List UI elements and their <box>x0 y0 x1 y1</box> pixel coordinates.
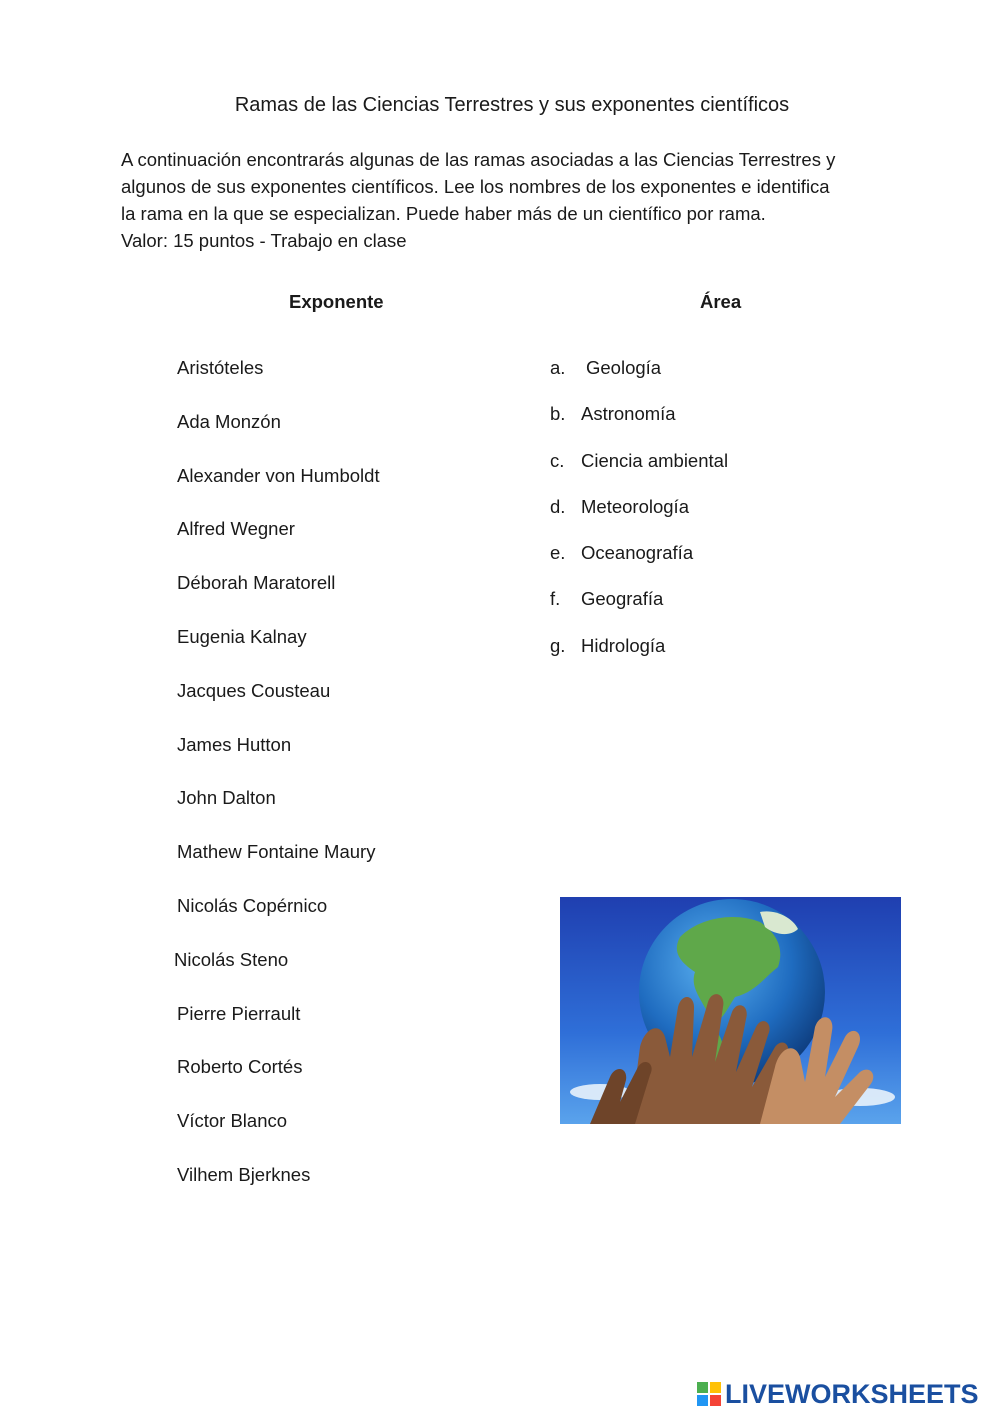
instructions-line: algunos de sus exponentes científicos. Lee los nombres de los exponentes e identifica <box>121 176 830 197</box>
area-label: Ciencia ambiental <box>581 449 729 471</box>
area-item <box>550 449 728 495</box>
exponente-item[interactable]: Eugenia Kalnay <box>177 625 307 647</box>
exponente-item[interactable]: Nicolás Steno <box>174 948 289 970</box>
area-item <box>550 541 728 587</box>
area-item <box>550 587 728 633</box>
area-letter: c. <box>550 449 565 471</box>
exponente-item[interactable]: Jacques Cousteau <box>177 679 331 701</box>
area-label: Meteorología <box>581 495 689 517</box>
area-label: Astronomía <box>581 403 676 425</box>
exponentes-list <box>174 356 380 1217</box>
brand-logo <box>697 1380 979 1408</box>
area-item <box>550 495 728 541</box>
exponente-item[interactable]: John Dalton <box>177 787 276 809</box>
area-letter: b. <box>550 403 566 425</box>
exponente-item[interactable]: Roberto Cortés <box>177 1056 303 1078</box>
areas-list <box>550 356 728 680</box>
exponente-item[interactable]: Vilhem Bjerknes <box>177 1163 311 1185</box>
exponente-item[interactable]: Nicolás Copérnico <box>177 894 328 916</box>
area-item <box>550 634 728 680</box>
area-item <box>550 402 728 448</box>
exponente-item[interactable]: Alexander von Humboldt <box>177 464 380 486</box>
area-letter: e. <box>550 542 566 564</box>
area-label: Oceanografía <box>581 542 694 564</box>
area-letter: a. <box>550 357 566 378</box>
instructions <box>121 146 921 254</box>
area-item <box>550 356 728 402</box>
area-label: Geología <box>586 357 662 378</box>
globe-hands-image <box>560 897 901 1124</box>
exponente-header: Exponente <box>289 291 384 312</box>
area-label: Geografía <box>581 588 664 610</box>
exponente-item[interactable]: Déborah Maratorell <box>177 572 336 594</box>
exponente-item[interactable]: Alfred Wegner <box>177 518 295 540</box>
area-label: Hidrología <box>581 634 666 656</box>
instructions-line: A continuación encontrarás algunas de las ramas asociadas a las Ciencias Terrestres y <box>121 149 836 170</box>
exponente-item[interactable]: Mathew Fontaine Maury <box>177 841 376 863</box>
area-letter: g. <box>550 634 566 656</box>
points-value: Valor: 15 puntos - Trabajo en clase <box>121 230 407 251</box>
exponente-item[interactable]: Pierre Pierrault <box>177 1002 301 1024</box>
exponente-item[interactable]: James Hutton <box>177 733 292 755</box>
brand-text: LIVEWORKSHEETS <box>725 1378 979 1409</box>
area-letter: d. <box>550 495 566 517</box>
liveworksheets-logo-icon <box>697 1382 721 1406</box>
exponente-item[interactable]: Víctor Blanco <box>177 1110 288 1132</box>
instructions-line: la rama en la que se especializan. Puede haber más de un científico por rama. <box>121 203 766 224</box>
exponente-item[interactable]: Aristóteles <box>177 357 264 378</box>
page-title: Ramas de las Ciencias Terrestres y sus exponentes científicos <box>234 94 790 116</box>
exponente-item[interactable]: Ada Monzón <box>177 410 281 432</box>
area-header: Área <box>700 291 742 312</box>
area-letter: f. <box>550 588 561 610</box>
